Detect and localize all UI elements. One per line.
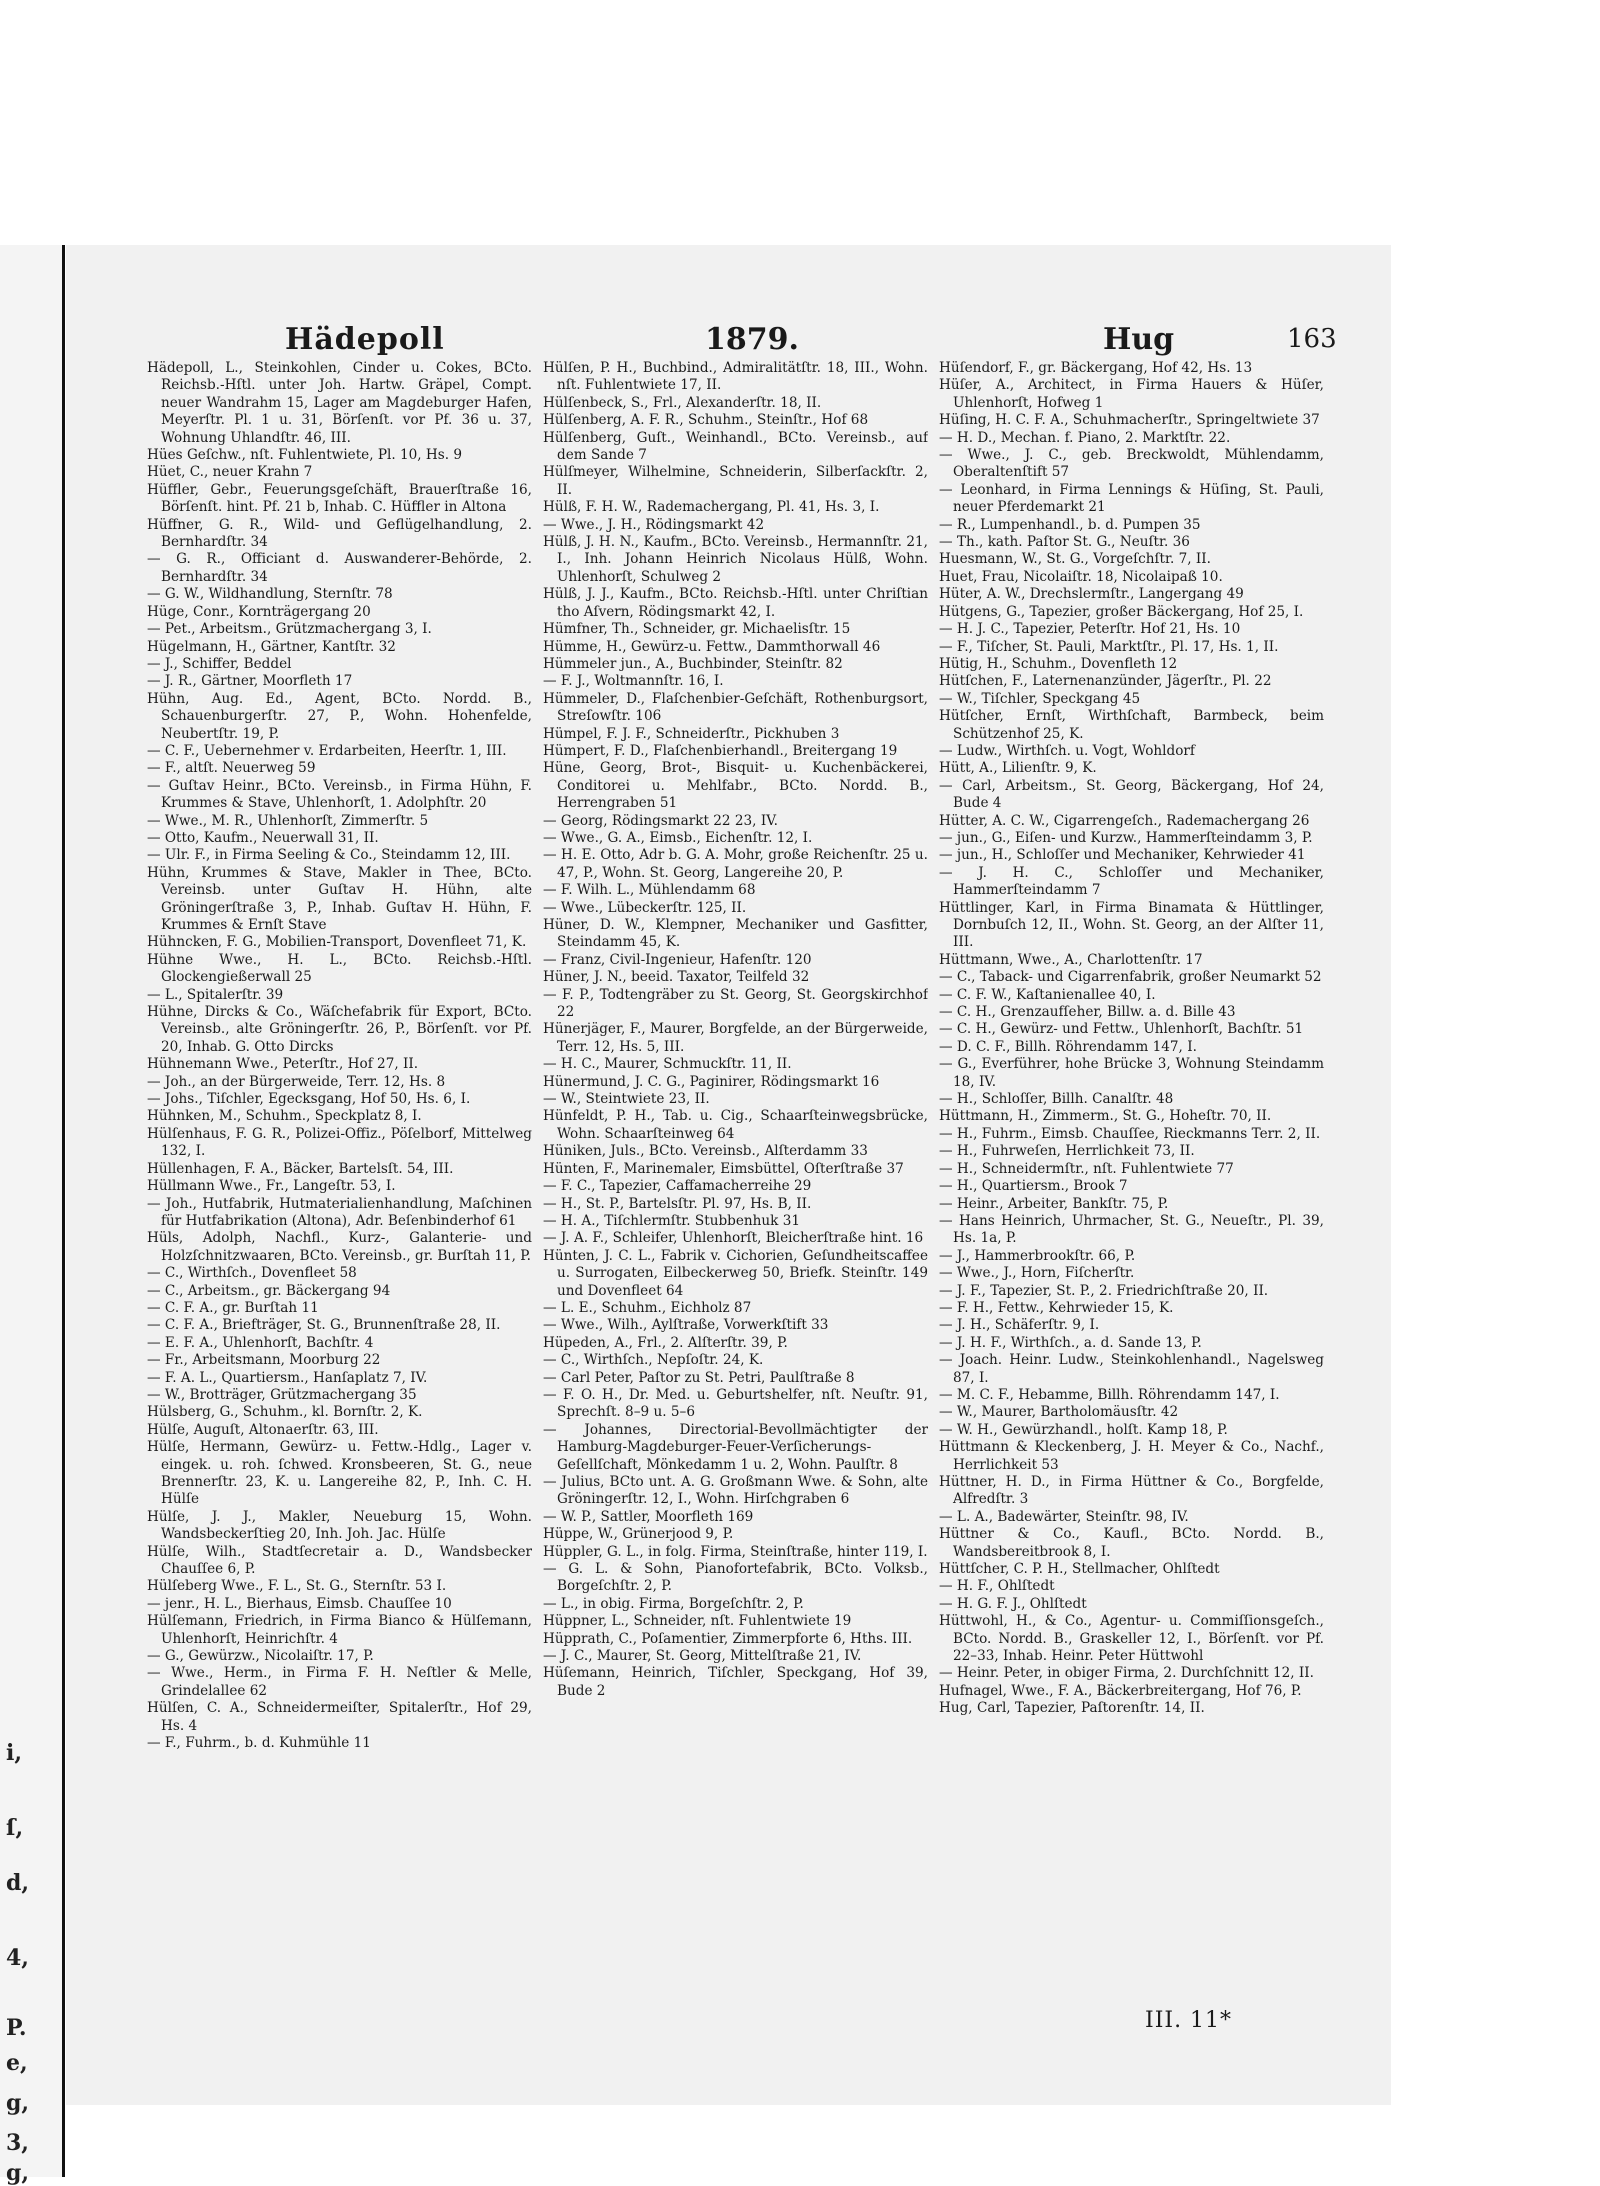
directory-entry: — Th., kath. Paſtor St. G., Neuſtr. 36 [939,534,1190,551]
directory-entry: — Wwe., M. R., Uhlenhorſt, Zimmerſtr. 5 [147,812,429,829]
directory-entry: Hülſe, J. J., Makler, Neueburg 15, Wohn. Wandsbeckerſtieg 20, Inh. Joh. Jac. Hülſe [147,1508,532,1543]
directory-entry: Hünermund, J. C. G., Paginirer, Rödingsmarkt 16 [543,1073,880,1090]
directory-entry: — Wwe., Herm., in Firma F. H. Neſtler & Melle, Grindelallee 62 [147,1665,532,1699]
directory-entry: — Pet., Arbeitsm., Grützmachergang 3, I. [147,621,432,638]
directory-entry: Hüſendorf, F., gr. Bäckergang, Hof 42, Hs. 13 [939,360,1253,376]
directory-entry: Hülſemann, Friedrich, in Firma Bianco & Hülſemann, Uhlenhorſt, Heinrichſtr. 4 [147,1613,532,1647]
previous-page-fragment: P. [6,2015,27,2041]
directory-entry: — C. F. W., Kaſtanienallee 40, I. [939,986,1156,1003]
directory-entry: — F. H., Fettw., Kehrwieder 15, K. [939,1299,1174,1316]
directory-entry: Hüner, J. N., beeid. Taxator, Teilfeld 32 [543,969,810,986]
directory-entry: Hüllenhagen, F. A., Bäcker, Bartelsſt. 54, III. [147,1160,454,1177]
directory-entry: Hütter, A. C. W., Cigarrengeſch., Rademachergang 26 [939,812,1310,829]
directory-entry: — W. P., Sattler, Moorfleth 169 [543,1508,754,1525]
directory-entry: Hühnken, M., Schuhm., Speckplatz 8, I. [147,1108,422,1125]
directory-entry: Hüet, C., neuer Krahn 7 [147,464,313,481]
directory-entry: — Julius, BCto unt. A. G. Großmann Wwe. & Sohn, alte Gröningerſtr. 12, I., Wohn. Hirſchgraben 6 [543,1474,928,1508]
directory-entry: Hütt, A., Lilienſtr. 9, K. [939,760,1097,777]
directory-entry: Hülſenberg, Guſt., Weinhandl., BCto. Vereinsb., auf dem Sande 7 [543,429,928,464]
header-last-entry: Hug [1103,322,1175,357]
page-number: 163 [1287,324,1337,354]
directory-entry: — C. H., Grenzaufſeher, Billw. a. d. Bille 43 [939,1004,1236,1021]
directory-entry: Hüniken, Juls., BCto. Vereinsb., Alſterdamm 33 [543,1143,868,1160]
directory-entry: — J. A. F., Schleifer, Uhlenhorſt, Bleicherſtraße hint. 16 [543,1230,924,1247]
directory-entry: Hütgens, G., Tapezier, großer Bäckergang, Hof 25, I. [939,603,1304,620]
directory-entry: — Georg, Rödingsmarkt 22 23, IV. [543,812,778,829]
directory-entry: Hüſer, A., Architect, in Firma Hauers & Hüſer, Uhlenhorſt, Hofweg 1 [939,377,1324,411]
directory-entry: Hütſcher, Ernſt, Wirthſchaft, Barmbeck, beim Schützenhof 25, K. [939,708,1324,742]
directory-entry: Hülß, F. H. W., Rademachergang, Pl. 41, Hs. 3, I. [543,499,880,516]
directory-entry: Hüppner, L., Schneider, nſt. Fuhlentwiete 19 [543,1613,852,1630]
directory-entry: — Otto, Kaufm., Neuerwall 31, II. [147,829,379,846]
directory-entry: — C. F., Uebernehmer v. Erdarbeiten, Heerſtr. 1, III. [147,742,507,759]
column-1 [147,360,532,2000]
directory-entry: — L. E., Schuhm., Eichholz 87 [543,1299,752,1316]
directory-entry: Hädepoll, L., Steinkohlen, Cinder u. Cokes, BCto. Reichsb.-Hſtl. unter Joh. Hartw. Gräpel, Compt. neuer Wandrahm 15, Lager am Magdeburger Hafen, Meyerſtr. Pl. 1 u. 31, Börſenſt. vor Pf. 36 u. 37, Wohnung Uhlandſtr. 46, III. [147,360,532,446]
directory-entry: Hümfner, Th., Schneider, gr. Michaelisſtr. 15 [543,621,851,638]
directory-entry: — L., in obig. Firma, Borgeſchſtr. 2, P. [543,1595,804,1612]
directory-entry: Hünfeldt, P. H., Tab. u. Cig., Schaarſteinwegsbrücke, Wohn. Schaarſteinweg 64 [543,1108,928,1142]
directory-entry: Hufnagel, Wwe., F. A., Bäckerbreitergang, Hof 76, P. [939,1682,1302,1699]
directory-entry: — H., St. P., Bartelsſtr. Pl. 97, Hs. B, II. [543,1195,812,1212]
directory-entry: Hülſenhaus, F. G. R., Polizei-Offiz., Pöſelborf, Mittelweg 132, I. [147,1125,532,1160]
previous-page-edge [0,245,65,2186]
directory-entry: — Carl Peter, Paſtor zu St. Petri, Paulſtraße 8 [543,1369,855,1386]
directory-entry: — H. C., Maurer, Schmuckſtr. 11, II. [543,1056,792,1073]
directory-entry: Hüllmann Wwe., Fr., Langeſtr. 53, I. [147,1178,396,1195]
directory-entry: Hümmeler, D., Flaſchenbier-Geſchäft, Rothenburgsort, Streſowſtr. 106 [543,690,928,725]
directory-entry: — C., Wirthſch., Dovenfleet 58 [147,1265,357,1282]
directory-entry: — C., Arbeitsm., gr. Bäckergang 94 [147,1282,391,1299]
directory-entry: — jun., G., Eiſen- und Kurzw., Hammerſteindamm 3, P. [939,829,1313,846]
directory-entry: Hüter, A. W., Drechslermſtr., Langergang 49 [939,586,1244,603]
directory-entry: — Leonhard, in Firma Lennings & Hüſing, St. Pauli, neuer Pferdemarkt 21 [939,481,1324,516]
directory-entry: — Franz, Civil-Ingenieur, Hafenſtr. 120 [543,951,812,968]
directory-entry: — Fr., Arbeitsmann, Moorburg 22 [147,1352,381,1369]
header-first-entry: Hädepoll [285,322,445,357]
directory-entry: — C., Wirthſch., Nepſoſtr. 24, K. [543,1352,764,1369]
directory-entry: Hüner, D. W., Klempner, Mechaniker und Gasfitter, Steindamm 45, K. [543,917,928,951]
directory-entry: — C., Taback- und Cigarrenfabrik, großer Neumarkt 52 [939,969,1322,986]
directory-entry: Hüttmann, H., Zimmerm., St. G., Hoheſtr. 70, II. [939,1108,1272,1125]
directory-entry: — jenr., H. L., Bierhaus, Eimsb. Chauſſee 10 [147,1595,452,1612]
directory-entry: Hümpel, F. J. F., Schneiderſtr., Pickhuben 3 [543,725,840,742]
directory-entry: — Heinr. Peter, in obiger Firma, 2. Durchſchnitt 12, II. [939,1665,1314,1682]
directory-entry: Huesmann, W., St. G., Vorgeſchſtr. 7, II. [939,551,1211,568]
directory-entry: Hües Geſchw., nſt. Fuhlentwiete, Pl. 10, Hs. 9 [147,447,463,464]
directory-entry: — Carl, Arbeitsm., St. Georg, Bäckergang, Hof 24, Bude 4 [939,777,1324,812]
directory-entry: — Ludw., Wirthſch. u. Vogt, Wohldorf [939,742,1195,759]
directory-entry: Hülſen, C. A., Schneidermeiſter, Spitalerſtr., Hof 29, Hs. 4 [147,1700,532,1734]
directory-entry: — H., Schloſſer, Billh. Canalſtr. 48 [939,1091,1174,1108]
directory-entry: — F. Wilh. L., Mühlendamm 68 [543,882,756,899]
directory-entry: Hüttner, H. D., in Firma Hüttner & Co., Borgfelde, Alfredſtr. 3 [939,1474,1324,1508]
directory-entry: — Johs., Tiſchler, Egecksgang, Hof 50, Hs. 6, I. [147,1091,471,1108]
directory-entry: Hüpprath, C., Poſamentier, Zimmerpforte 6, Hths. III. [543,1630,913,1647]
directory-entry: — J., Schiffer, Beddel [147,655,292,672]
directory-entry: Hümme, H., Gewürz-u. Fettw., Dammthorwall 46 [543,638,881,655]
directory-entry: — Wwe., J., Horn, Fiſcherſtr. [939,1265,1135,1282]
directory-entry: — J. H., Schäferſtr. 9, I. [939,1317,1100,1334]
directory-entry: — F. A. L., Quartiersm., Hanſaplatz 7, IV. [147,1369,428,1386]
directory-entry: — J. R., Gärtner, Moorfleth 17 [147,673,353,690]
directory-entry: Hüttmann & Kleckenberg, J. H. Meyer & Co., Nachf., Herrlichkeit 53 [939,1439,1324,1473]
directory-entry: — jun., H., Schloſſer und Mechaniker, Kehrwieder 41 [939,847,1306,864]
directory-entry: — L., Spitalerſtr. 39 [147,986,284,1003]
directory-entry: Hünerjäger, F., Maurer, Borgfelde, an der Bürgerweide, Terr. 12, Hs. 5, III. [543,1021,928,1055]
directory-entry: — H. D., Mechan. f. Piano, 2. Marktſtr. 22. [939,429,1231,446]
directory-entry: Hüffner, G. R., Wild- und Geflügelhandlung, 2. Bernhardſtr. 34 [147,516,532,551]
previous-page-fragment: e, [6,2050,28,2076]
directory-entry: — Wwe., G. A., Eimsb., Eichenſtr. 12, I. [543,829,813,846]
directory-entry: — J. H. F., Wirthſch., a. d. Sande 13, P. [939,1334,1202,1351]
directory-entry: — F. C., Tapezier, Caffamacherreihe 29 [543,1178,812,1195]
previous-page-fragment: ſ, [6,1815,24,1841]
directory-entry: Hülſen, P. H., Buchbind., Admiralitätſtr. 18, III., Wohn. nſt. Fuhlentwiete 17, II. [543,360,928,394]
directory-entry: — C. F. A., Briefträger, St. G., Brunnenſtraße 28, II. [147,1317,501,1334]
directory-entry: — R., Lumpenhandl., b. d. Pumpen 35 [939,516,1201,533]
directory-entry: Hühnemann Wwe., Peterſtr., Hof 27, II. [147,1056,419,1073]
directory-entry: Hümpert, F. D., Flaſchenbierhandl., Breitergang 19 [543,742,898,759]
directory-entry: — D. C. F., Billh. Röhrendamm 147, I. [939,1038,1197,1055]
directory-entry: — L. A., Badewärter, Steinſtr. 98, IV. [939,1508,1189,1525]
directory-entry: Hünten, F., Marinemaler, Eimsbüttel, Oſterſtraße 37 [543,1160,904,1177]
directory-page [135,318,1337,2033]
directory-entry: — H. E. Otto, Adr b. G. A. Mohr, große Reichenſtr. 25 u. 47, P., Wohn. St. Georg, Langereihe 20, P. [543,847,928,881]
directory-entry: Hülſe, Auguſt, Altonaerſtr. 63, III. [147,1421,379,1438]
directory-entry: Hüttſcher, C. P. H., Stellmacher, Ohlſtedt [939,1561,1220,1578]
directory-entry: Hümmeler jun., A., Buchbinder, Steinſtr. 82 [543,655,843,672]
directory-entry: Hühn, Aug. Ed., Agent, BCto. Nordd. B., Schauenburgerſtr. 27, P., Wohn. Hohenfelde, Neubertſtr. 19, P. [147,690,532,742]
directory-entry: — Joh., Hutfabrik, Hutmaterialienhandlung, Maſchinen für Hutfabrikation (Altona), Adr. Beſenbinderhof 61 [147,1195,532,1229]
directory-entry: — C. F. A., gr. Burſtah 11 [147,1299,319,1316]
directory-entry: — H., Fuhrweſen, Herrlichkeit 73, II. [939,1143,1195,1160]
directory-entry: Hüpeden, A., Frl., 2. Alſterſtr. 39, P. [543,1334,788,1351]
directory-entry: Hüne, Georg, Brot-, Bisquit- u. Kuchenbäckerei, Conditorei u. Mehlfabr., BCto. Nordd. B., Herrengraben 51 [543,760,928,812]
directory-entry: — J. C., Maurer, St. Georg, Mittelſtraße 21, IV. [543,1648,862,1665]
previous-page-fragment: g, [6,2160,30,2186]
directory-entry: Hülſe, Hermann, Gewürz- u. Fettw.-Hdlg., Lager v. eingek. u. roh. ſchwed. Kronsbeeren, St. G., neue Brennerſtr. 23, K. u. Langereihe 82, P., Inh. C. H. Hülſe [147,1439,532,1508]
directory-entry: Hüppe, W., Grünerjood 9, P. [543,1526,734,1543]
directory-entry: — Wwe., Lübeckerſtr. 125, II. [543,899,747,916]
directory-entry: — Johannes, Directorial-Bevollmächtigter der Hamburg-Magdeburger-Feuer-Verſicherungs-Geſellſchaft, Mönkedamm 1 u. 2, Wohn. Paulſtr. 8 [543,1421,928,1473]
directory-entry: Hüge, Conr., Kornträgergang 20 [147,603,371,620]
directory-entry: Hünten, J. C. L., Fabrik v. Cichorien, Geſundheitscaffee u. Surrogaten, Eilbeckerweg 50, Briefk. Steinſtr. 149 und Dovenfleet 64 [543,1247,928,1299]
directory-entry: — J., Hammerbrookſtr. 66, P. [939,1247,1136,1264]
directory-entry: — H. G. F. J., Ohlſtedt [939,1595,1087,1612]
directory-entry: Hülſe, Wilh., Stadtſecretair a. D., Wandsbecker Chauſſee 6, P. [147,1543,532,1578]
header-year: 1879. [705,322,799,357]
directory-entry: — W., Brotträger, Grützmachergang 35 [147,1386,417,1403]
directory-entry: Hüttwohl, H., & Co., Agentur- u. Commiſſionsgeſch., BCto. Nordd. B., Graskeller 12, I., Börſenſt. vor Pf. 22–33, Inhab. Heinr. Peter Hüttwohl [939,1613,1324,1665]
directory-entry: — W., Maurer, Bartholomäusſtr. 42 [939,1404,1179,1421]
directory-entry: Hügelmann, H., Gärtner, Kantſtr. 32 [147,638,396,655]
directory-entry: Hühn, Krummes & Stave, Makler in Thee, BCto. Vereinsb. unter Guſtav H. Hühn, alte Gröningerſtraße 3, P., Inhab. Guſtav H. Hühn, F. Krummes & Ernſt Stave [147,864,532,933]
directory-entry: — F. O. H., Dr. Med. u. Geburtshelfer, nſt. Neuſtr. 91, Sprechſt. 8–9 u. 5–6 [543,1386,928,1421]
directory-entry: — F., Tiſcher, St. Pauli, Marktſtr., Pl. 17, Hs. 1, II. [939,638,1279,655]
directory-entry: — Hans Heinrich, Uhrmacher, St. G., Neueſtr., Pl. 39, Hs. 1a, P. [939,1212,1324,1247]
directory-entry: Hüppler, G. L., in folg. Firma, Steinſtraße, hinter 119, I. [543,1543,928,1560]
directory-entry: — H., Quartiersm., Brook 7 [939,1178,1128,1195]
directory-entry: Hüttmann, Wwe., A., Charlottenſtr. 17 [939,951,1203,968]
directory-entry: — Ulr. F., in Firma Seeling & Co., Steindamm 12, III. [147,847,511,864]
column-2 [543,360,928,2000]
directory-entry: — Wwe., Wilh., Aylſtraße, Vorwerkſtift 33 [543,1317,829,1334]
directory-entry: Hüſing, H. C. F. A., Schuhmacherſtr., Springeltwiete 37 [939,412,1320,429]
directory-entry: — Guſtav Heinr., BCto. Vereinsb., in Firma Hühn, F. Krummes & Stave, Uhlenhorſt, 1. Adolphſtr. 20 [147,777,532,812]
directory-entry: — F., altſt. Neuerweg 59 [147,760,316,777]
directory-entry: — H., Fuhrm., Eimsb. Chauſſee, Rieckmanns Terr. 2, II. [939,1125,1321,1142]
previous-page-fragment: 3, [6,2130,29,2156]
directory-entry: — M. C. F., Hebamme, Billh. Röhrendamm 147, I. [939,1386,1280,1403]
directory-entry: Hülſmeyer, Wilhelmine, Schneiderin, Silberſackſtr. 2, II. [543,464,928,498]
directory-entry: — H., Schneidermſtr., nſt. Fuhlentwiete 77 [939,1160,1234,1177]
directory-entry: — Wwe., J. H., Rödingsmarkt 42 [543,516,765,533]
directory-entry: Huet, Frau, Nicolaiſtr. 18, Nicolaipaß 10. [939,568,1223,585]
directory-entry: Hüffler, Gebr., Feuerungsgeſchäft, Brauerſtraße 16, Börſenſt. hint. Pf. 21 b, Inhab. C. Hüffler in Altona [147,481,532,516]
column-3 [939,360,1324,2000]
directory-entry: Hülß, J. H. N., Kaufm., BCto. Vereinsb., Hermannſtr. 21, I., Inh. Johann Heinrich Nicolaus Hülß, Wohn. Uhlenhorſt, Schulweg 2 [543,534,928,585]
directory-entry: Hühne, Dircks & Co., Wäſchefabrik für Export, BCto. Vereinsb., alte Gröningerſtr. 26, P., Börſenſt. vor Pf. 20, Inhab. G. Otto Dircks [147,1004,532,1055]
running-header [135,318,1335,362]
previous-page-fragment: i, [6,1740,23,1766]
directory-entry: — J. F., Tapezier, St. P., 2. Friedrichſtraße 20, II. [939,1282,1269,1299]
directory-entry: — G., Gewürzw., Nicolaiſtr. 17, P. [147,1648,374,1665]
directory-entry: — G. L. & Sohn, Pianofortefabrik, BCto. Volksb., Borgeſchſtr. 2, P. [543,1561,928,1595]
directory-entry: — G. R., Officiant d. Auswanderer-Behörde, 2. Bernhardſtr. 34 [147,551,532,585]
directory-entry: Hülſenbeck, S., Frl., Alexanderſtr. 18, II. [543,394,822,411]
directory-entry: — W., Steintwiete 23, II. [543,1091,710,1108]
directory-entry: — G. W., Wildhandlung, Sternſtr. 78 [147,586,393,603]
directory-entry: Hülß, J. J., Kaufm., BCto. Reichsb.-Hſtl. unter Chriſtian tho Aſvern, Rödingsmarkt 42, I. [543,586,928,620]
directory-entry: — F. J., Woltmannſtr. 16, I. [543,673,724,690]
directory-entry: Hülſenberg, A. F. R., Schuhm., Steinſtr., Hof 68 [543,412,869,429]
directory-entry: Hüſemann, Heinrich, Tiſchler, Speckgang, Hof 39, Bude 2 [543,1665,928,1699]
directory-entry: — Joh., an der Bürgerweide, Terr. 12, Hs. 8 [147,1073,446,1090]
directory-entry: — H. J. C., Tapezier, Peterſtr. Hof 21, Hs. 10 [939,621,1241,638]
directory-entry: — J. H. C., Schloſſer und Mechaniker, Hammerſteindamm 7 [939,864,1324,899]
directory-entry: — F., Fuhrm., b. d. Kuhmühle 11 [147,1735,371,1752]
previous-page-fragment: g, [6,2090,30,2116]
directory-entry: — Wwe., J. C., geb. Breckwoldt, Mühlendamm, Oberaltenſtift 57 [939,447,1324,481]
previous-page-fragment: d, [6,1870,30,1896]
directory-entry: — F. P., Todtengräber zu St. Georg, St. Georgskirchhof 22 [543,986,928,1021]
directory-entry: — Joach. Heinr. Ludw., Steinkohlenhandl., Nagelsweg 87, I. [939,1352,1324,1386]
directory-entry: Hülſeberg Wwe., F. L., St. G., Sternſtr. 53 I. [147,1578,447,1595]
directory-entry: — Heinr., Arbeiter, Bankſtr. 75, P. [939,1195,1169,1212]
signature-mark: III. 11* [1145,2008,1233,2033]
directory-entry: — E. F. A., Uhlenhorſt, Bachſtr. 4 [147,1334,374,1351]
directory-entry: Hütig, H., Schuhm., Dovenfleth 12 [939,655,1178,672]
directory-entry: Hüttlinger, Karl, in Firma Binamata & Hüttlinger, Dornbuſch 12, II., Wohn. St. Georg, an der Alſter 11, III. [939,899,1324,951]
directory-entry: — H. A., Tiſchlermſtr. Stubbenhuk 31 [543,1212,801,1229]
directory-entry: Hütſchen, F., Laternenanzünder, Jägerſtr., Pl. 22 [939,673,1272,690]
directory-entry: — W., Tiſchler, Speckgang 45 [939,690,1141,707]
directory-entry: — H. F., Ohlſtedt [939,1578,1055,1595]
directory-entry: Hüttner & Co., Kaufl., BCto. Nordd. B., Wandsbereitbrook 8, I. [939,1526,1324,1560]
directory-entry: Hüls, Adolph, Nachfl., Kurz-, Galanterie- und Holzſchnitzwaaren, BCto. Vereinsb., gr. Burſtah 11, P. [147,1230,532,1264]
directory-entry: Hühncken, F. G., Mobilien-Transport, Dovenfleet 71, K. [147,934,527,951]
directory-entry: — C. H., Gewürz- und Fettw., Uhlenhorſt, Bachſtr. 51 [939,1021,1304,1038]
directory-entry: — W. H., Gewürzhandl., holſt. Kamp 18, P. [939,1421,1228,1438]
directory-entry: Hülsberg, G., Schuhm., kl. Bornſtr. 2, K. [147,1404,423,1421]
directory-entry: Hug, Carl, Tapezier, Paſtorenſtr. 14, II. [939,1700,1205,1717]
previous-page-fragment: 4, [6,1945,29,1971]
directory-entry: — G., Everführer, hohe Brücke 3, Wohnung Steindamm 18, IV. [939,1056,1324,1090]
directory-entry: Hühne Wwe., H. L., BCto. Reichsb.-Hſtl. Glockengießerwall 25 [147,951,532,986]
